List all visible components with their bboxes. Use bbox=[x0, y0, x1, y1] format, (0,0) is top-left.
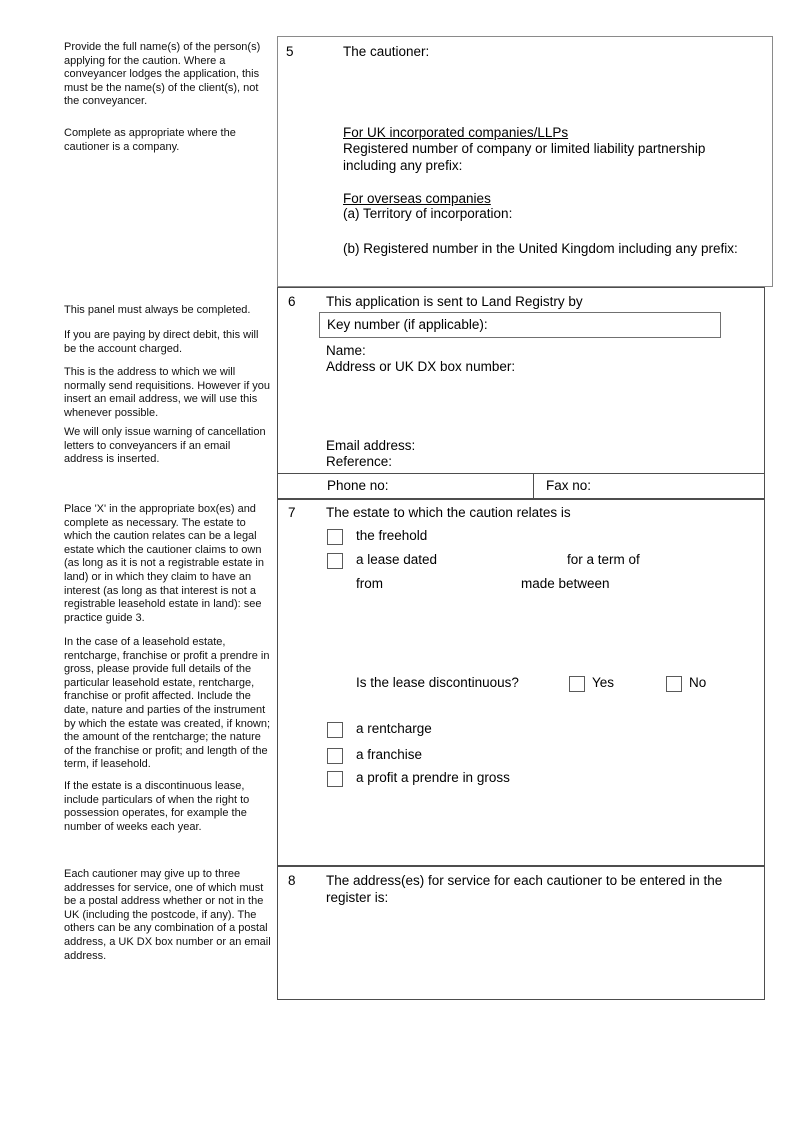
discontinuous-question: Is the lease discontinuous? bbox=[356, 675, 519, 690]
profit-label: a profit a prendre in gross bbox=[356, 770, 510, 785]
discontinuous-yes-checkbox[interactable] bbox=[569, 676, 585, 692]
note-leasehold-details: In the case of a leasehold estate, rentcharge, franchise or profit a prendre in gross, please provide full details of the particular leasehold estate, rentcharge, franchise or profit affected. Include the date, nature and parties of the instrument by which the estate was created, if known; the amount of the rentcharge; the nature of the franchise or profit; and length of the term, if leasehold. bbox=[64, 636, 271, 771]
panel-5-number: 5 bbox=[286, 44, 294, 59]
note-discontinuous-lease: If the estate is a discontinuous lease, include particulars of when the right to possession operates, for example the number of weeks each year. bbox=[64, 780, 250, 833]
panel-7-number: 7 bbox=[288, 505, 296, 520]
phone-fax-row bbox=[277, 473, 765, 500]
note-cancellation-warning: We will only issue warning of cancellation letters to conveyancers if an email address is inserted. bbox=[64, 426, 266, 466]
note-direct-debit: If you are paying by direct debit, this will be the account charged. bbox=[64, 329, 259, 355]
note-company: Complete as appropriate where the cautioner is a company. bbox=[64, 127, 236, 153]
phone-field[interactable]: Phone no: bbox=[327, 478, 389, 493]
email-label: Email address: bbox=[326, 438, 416, 453]
key-number-label: Key number (if applicable): bbox=[327, 317, 488, 332]
uk-companies-heading: For UK incorporated companies/LLPs bbox=[343, 125, 569, 140]
note-service-addresses: Each cautioner may give up to three addresses for service, one of which must be a postal address whether or not in the UK (including the postcode, if any). The others can be any combination of a postal address, a UK DX box number or an email address. bbox=[64, 868, 271, 962]
key-number-field[interactable] bbox=[319, 312, 721, 338]
note-place-x: Place 'X' in the appropriate box(es) and complete as necessary. The estate to which the caution relates can be a legal estate which the cautioner claims to own (as long as it is not a registrable estate in land) or in which they claim to have an interest (as long as that interest is not a registrable leasehold estate in land): see practice guide 3. bbox=[64, 503, 264, 624]
franchise-label: a franchise bbox=[356, 747, 423, 762]
note-cautioner-names: Provide the full name(s) of the person(s) applying for the caution. Where a conveyancer lodges the application, this must be the name(s) of the client(s), not the conveyancer. bbox=[64, 41, 261, 108]
phone-fax-divider bbox=[533, 473, 534, 500]
franchise-checkbox[interactable] bbox=[327, 748, 343, 764]
overseas-companies-heading: For overseas companies bbox=[343, 191, 491, 206]
panel-6-title: This application is sent to Land Registry by bbox=[326, 294, 583, 309]
no-label: No bbox=[689, 675, 707, 690]
note-panel-completed: This panel must always be completed. bbox=[64, 304, 251, 316]
name-label: Name: bbox=[326, 343, 366, 358]
uk-registered-number-label: Registered number of company or limited liability partnership including any prefix: bbox=[343, 141, 706, 173]
panel-7-estate bbox=[277, 499, 765, 866]
panel-8-number: 8 bbox=[288, 873, 296, 888]
yes-label: Yes bbox=[592, 675, 615, 690]
for-a-term-of-label: for a term of bbox=[567, 552, 640, 567]
panel-5-cautioner bbox=[277, 36, 773, 287]
rentcharge-checkbox[interactable] bbox=[327, 722, 343, 738]
panel-8-title: The address(es) for service for each cautioner to be entered in the register is: bbox=[326, 873, 723, 905]
freehold-label: the freehold bbox=[356, 528, 428, 543]
panel-8-service-address bbox=[277, 866, 765, 1000]
panel-6-lodger bbox=[277, 287, 765, 499]
note-requisitions-address: This is the address to which we will normally send requisitions. However if you insert an email address, we will use this whenever possible. bbox=[64, 366, 271, 419]
made-between-label: made between bbox=[521, 576, 610, 591]
discontinuous-no-checkbox[interactable] bbox=[666, 676, 682, 692]
panel-5-title: The cautioner: bbox=[343, 44, 430, 59]
territory-of-incorporation-label: (a) Territory of incorporation: bbox=[343, 206, 513, 221]
uk-registered-number-overseas-label: (b) Registered number in the United Kingdom including any prefix: bbox=[343, 241, 738, 256]
freehold-checkbox[interactable] bbox=[327, 529, 343, 545]
fax-field[interactable]: Fax no: bbox=[546, 478, 592, 493]
from-label: from bbox=[356, 576, 383, 591]
profit-checkbox[interactable] bbox=[327, 771, 343, 787]
panel-7-title: The estate to which the caution relates is bbox=[326, 505, 571, 520]
lease-checkbox[interactable] bbox=[327, 553, 343, 569]
panel-6-number: 6 bbox=[288, 294, 296, 309]
reference-label: Reference: bbox=[326, 454, 393, 469]
lease-dated-label: a lease dated bbox=[356, 552, 438, 567]
address-label: Address or UK DX box number: bbox=[326, 359, 516, 374]
rentcharge-label: a rentcharge bbox=[356, 721, 432, 736]
